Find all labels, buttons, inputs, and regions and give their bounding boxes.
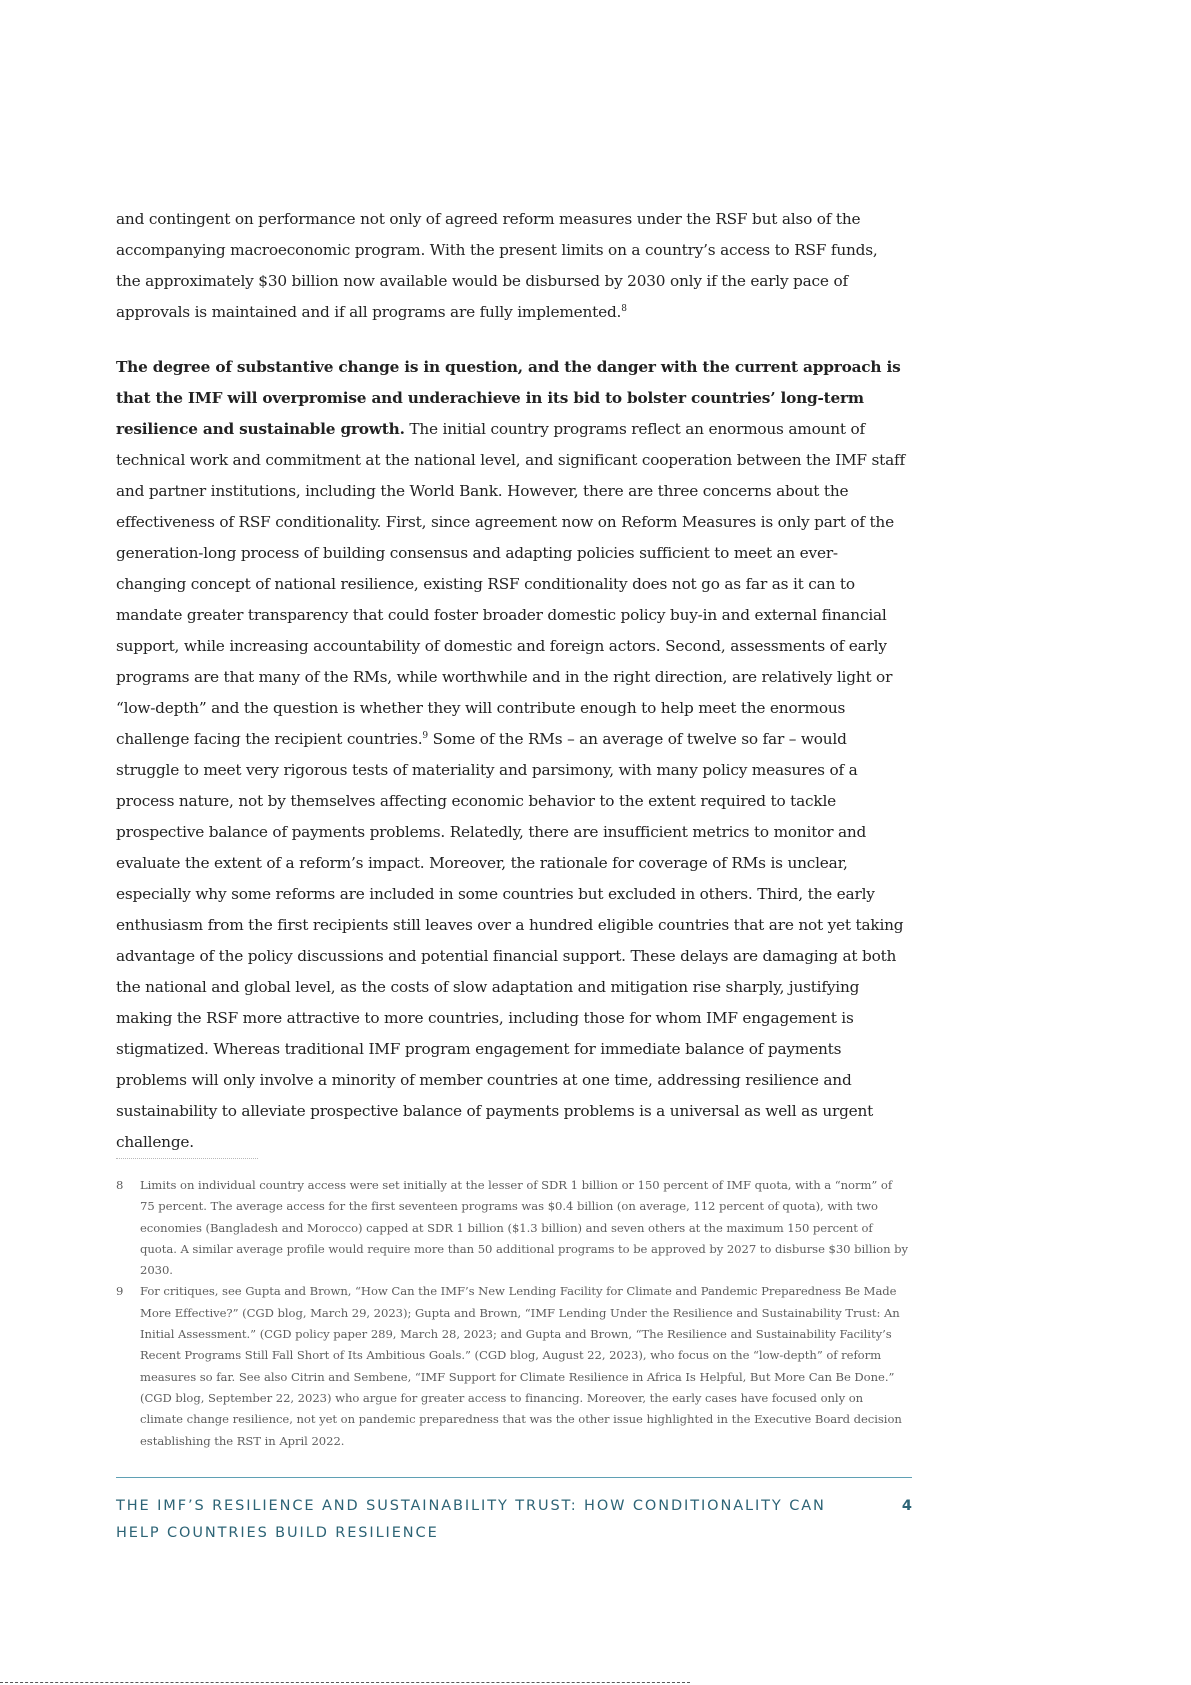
footnote-text: Limits on individual country access were set initially at the lesser of SDR 1 billion or 150 percent of IMF quota, with a “norm” of 75 percent. The average access for the first seventeen programs was $0.4 billion (on average, 112 percent of quota), with two economies (Bangladesh and Morocco) capped at SDR 1 billion ($1.3 billion) and seven others at the maximum 150 percent of quota. A similar average profile would require more than 50 additional programs to be approved by 2027 to disburse $30 billion by 2030.: [140, 1178, 909, 1278]
paragraph-2-text-b: Some of the RMs – an average of twelve so far – would struggle to meet very rigorous tests of materiality and parsimony, with many policy measures of a process nature, not by themselves affecting economic behavior to the extent required to tackle prospective balance of payments problems. Relatedly, there are insufficient metrics to monitor and evaluate the extent of a reform’s impact. Moreover, the rationale for coverage of RMs is unclear, especially why some reforms are included in some countries but excluded in others. Third, the early enthusiasm from the first recipients still leaves over a hundred eligible countries that are not yet taking advantage of the policy discussions and potential financial support. These delays are damaging at both the national and global level, as the costs of slow adaptation and mitigation rise sharply, justifying making the RSF more attractive to more countries, including those for whom IMF engagement is stigmatized. Whereas traditional IMF program engagement for immediate balance of payments problems will only involve a minority of member countries at one time, addressing resilience and sustainability to alleviate prospective balance of payments problems is a universal as well as urgent challenge.: [116, 730, 904, 1151]
paragraph-2-lead: The degree of substantive change is in question, and the danger with the current approach is that the IMF will overpromise and underachieve in its bid to bolster countries’ long-term resilience and sustainable growth.: [116, 358, 901, 438]
paragraph-2: [116, 352, 906, 1158]
footnote-number: 8: [116, 1178, 124, 1192]
paragraph-1: [116, 204, 906, 328]
footer-rule: [116, 1477, 912, 1478]
footnote-divider: [116, 1158, 258, 1159]
paragraph-2-text-a: The initial country programs reflect an enormous amount of technical work and commitment at the national level, and significant cooperation between the IMF staff and partner institutions, including the World Bank. However, there are three concerns about the effectiveness of RSF conditionality. First, since agreement now on Reform Measures is only part of the generation-long process of building consensus and adapting policies sufficient to meet an ever-changing concept of national resilience, existing RSF conditionality does not go as far as it can to mandate greater transparency that could foster broader domestic policy buy-in and external financial support, while increasing accountability of domestic and foreign actors. Second, assessments of early programs are that many of the RMs, while worthwhile and in the right direction, are relatively light or “low-depth” and the question is whether they will contribute enough to help meet the enormous challenge facing the recipient countries.: [116, 420, 905, 748]
footnote-ref-9[interactable]: 9: [422, 731, 428, 741]
footnotes: [116, 1175, 908, 1452]
main-body-text: [116, 204, 906, 1158]
page-number: 4: [901, 1498, 912, 1514]
page-bottom-edge: [0, 1682, 690, 1683]
footnote-8: [116, 1175, 908, 1281]
footnote-9: [116, 1281, 908, 1451]
footnote-text: For critiques, see Gupta and Brown, “How Can the IMF’s New Lending Facility for Climate and Pandemic Preparedness Be Made More Effective?” (CGD blog, March 29, 2023); Gupta and Brown, “IMF Lending Under the Resilience and Sustainability Trust: An Initial Assessment.” (CGD policy paper 289, March 28, 2023; and Gupta and Brown, “The Resilience and Sustainability Facility’s Recent Programs Still Fall Short of Its Ambitious Goals.” (CGD blog, August 22, 2023), who focus on the “low-depth” of reform measures so far. See also Citrin and Sembene, “IMF Support for Climate Resilience in Africa Is Helpful, But More Can Be Done.” (CGD blog, September 22, 2023) who argue for greater access to financing. Moreover, the early cases have focused only on climate change resilience, not yet on pandemic preparedness that was the other issue highlighted in the Executive Board decision establishing the RST in April 2022.: [140, 1284, 902, 1448]
footnote-number: 9: [116, 1284, 124, 1299]
footnote-ref-8[interactable]: 8: [621, 304, 627, 314]
paragraph-1-text: and contingent on performance not only of agreed reform measures under the RSF but also of the accompanying macroeconomic program. With the present limits on a country’s access to RSF funds, the approximately $30 billion now available would be disbursed by 2030 only if the early pace of approvals is maintained and if all programs are fully implemented.: [116, 210, 878, 321]
footer-title: THE IMF’S RESILIENCE AND SUSTAINABILITY TRUST: HOW CONDITIONALITY CAN HELP COUNTRIES BUILD RESILIENCE: [116, 1498, 826, 1541]
